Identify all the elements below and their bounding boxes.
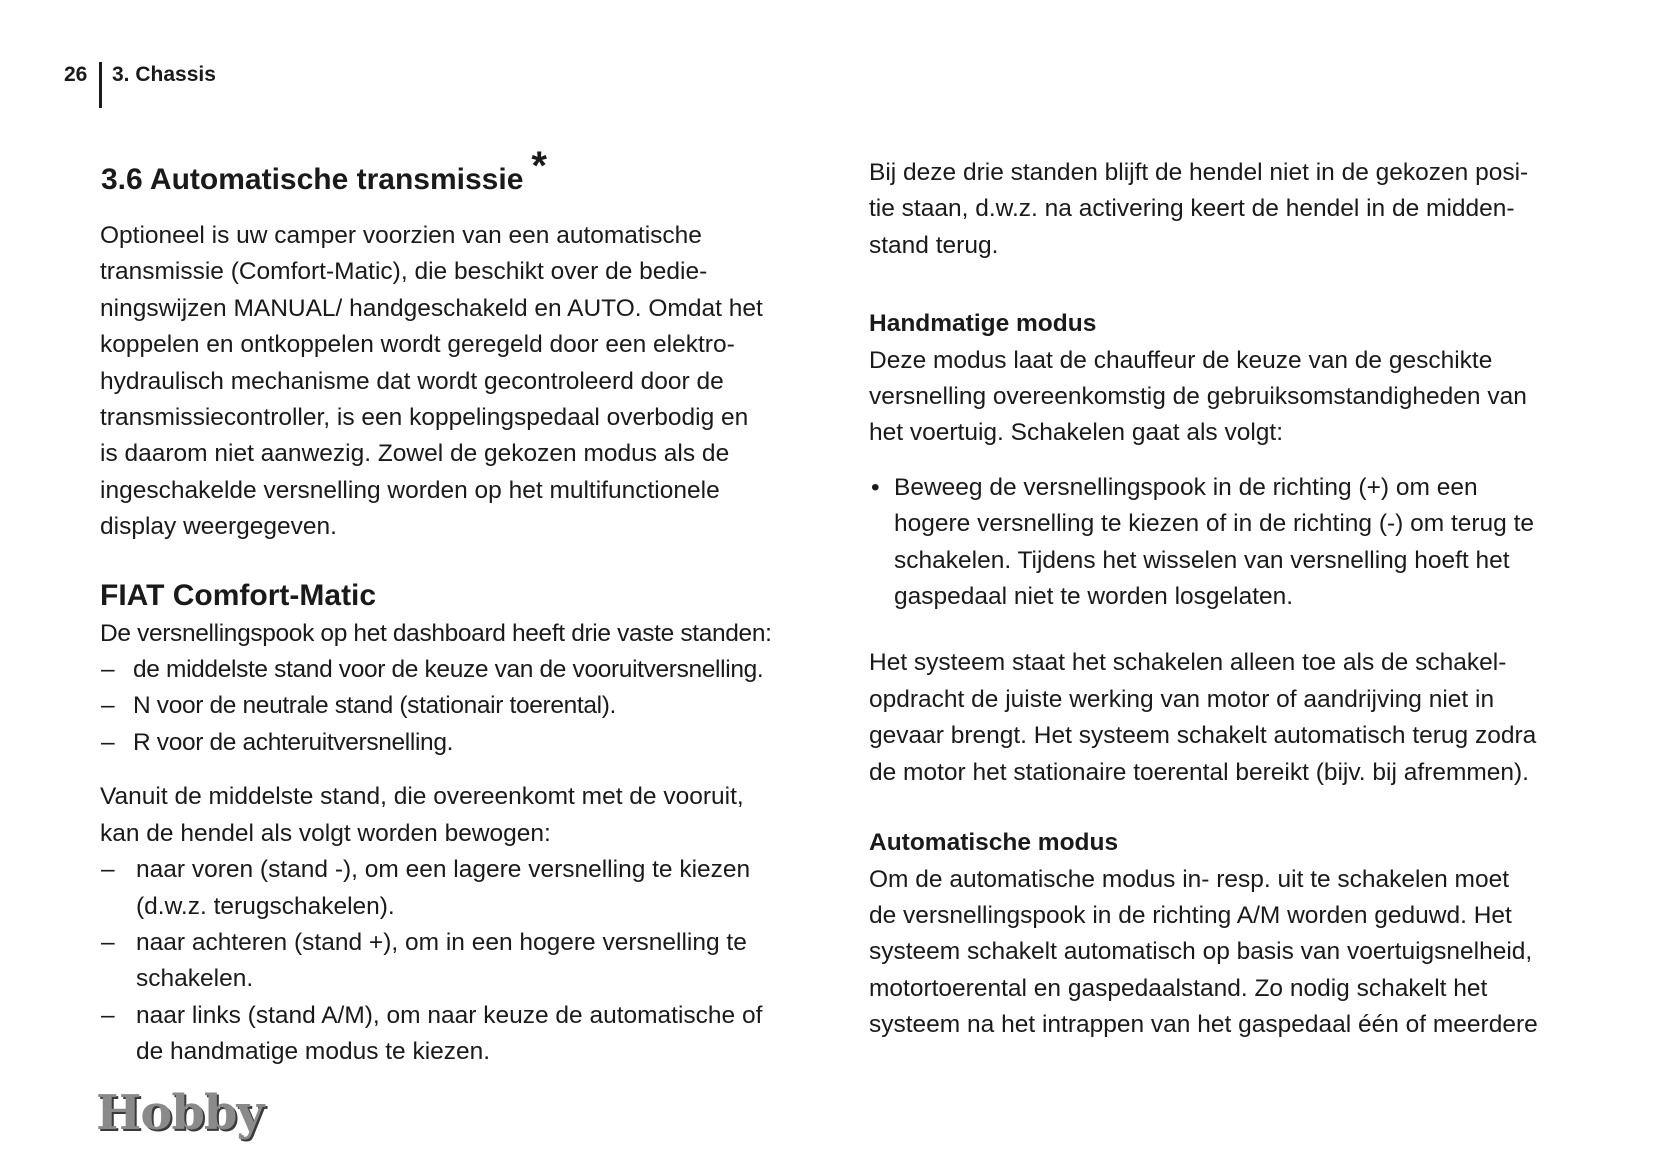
hobby-logo: Hobby <box>96 1085 264 1141</box>
list-item <box>869 470 1589 616</box>
intro-line: Optioneel is uw camper voorzien van een automatische <box>100 222 702 249</box>
left-column <box>100 144 800 1071</box>
intro-line: ningswijzen MANUAL/ handgeschakeld en AUTO. Omdat het <box>100 294 763 322</box>
list-item: – N voor de neutrale stand (stationair toerental). <box>100 688 800 724</box>
list-item-line: naar achteren (stand +), om in een hogere versnelling te <box>136 928 747 956</box>
list-item-line: de handmatige modus te kiezen. <box>136 1038 491 1066</box>
optional-equipment-marker: * <box>531 144 547 188</box>
paragraph-line: stand terug. <box>869 231 999 259</box>
continuation-paragraph <box>869 155 1589 264</box>
list-item <box>100 852 800 925</box>
intro-line: transmissie (Comfort-Matic), die beschikt over de bedie- <box>100 258 708 286</box>
list-item-line: (d.w.z. terugschakelen). <box>136 892 395 920</box>
paragraph-line: systeem na het intrappen van het gaspedaal één of meerdere <box>869 1011 1538 1039</box>
paragraph-line: motortoerental en gaspedaalstand. Zo nodig schakelt het <box>869 974 1488 1002</box>
page-number: 26 <box>64 63 88 86</box>
list-item-line: naar voren (stand -), om een lagere versnelling te kiezen <box>136 856 751 884</box>
movement-intro <box>100 779 800 852</box>
right-column <box>869 155 1589 1044</box>
auto-mode-heading: Automatische modus <box>869 829 1119 857</box>
list-item: – de middelste stand voor de keuze van de vooruitversnelling. <box>100 652 800 688</box>
intro-line: koppelen en ontkoppelen wordt geregeld door een elektro- <box>100 331 735 359</box>
list-item <box>100 998 800 1071</box>
manual-mode-paragraph <box>869 343 1589 452</box>
list-item-line: gaspedaal niet te worden losgelaten. <box>894 583 1294 611</box>
list-item: – R voor de achteruitversnelling. <box>100 725 800 761</box>
list-item-line: Beweeg de versnellingspook in de richting (+) om een <box>894 473 1478 501</box>
paragraph-line: de motor het stationaire toerental bereikt (bijv. bij afremmen). <box>869 758 1529 786</box>
movement-intro-line: Vanuit de middelste stand, die overeenkomt met de vooruit, <box>100 783 744 811</box>
section-title-text: 3.6 Automatische transmissie <box>101 163 524 196</box>
list-item-line: hogere versnelling te kiezen of in de richting (-) om terug te <box>894 510 1535 538</box>
paragraph-line: Deze modus laat de chauffeur de keuze van de geschikte <box>869 346 1493 374</box>
paragraph-line: de versnellingspook in de richting A/M worden geduwd. Het <box>869 901 1512 929</box>
movements-list <box>100 852 800 1070</box>
intro-line: hydraulisch mechanisme dat wordt gecontroleerd door de <box>100 367 724 395</box>
positions-intro: De versnellingspook op het dashboard heeft drie vaste standen: <box>100 619 772 647</box>
manual-mode-heading: Handmatige modus <box>869 310 1097 338</box>
chapter-title: 3. Chassis <box>112 63 216 86</box>
intro-line: is daarom niet aanwezig. Zowel de gekozen modus als de <box>100 440 730 468</box>
paragraph-line: het voertuig. Schakelen gaat als volgt: <box>869 419 1284 447</box>
manual-mode-bullets <box>869 470 1589 616</box>
list-item-line: naar links (stand A/M), om naar keuze de automatische of <box>136 1001 763 1029</box>
paragraph-line: Bij deze drie standen blijft de hendel niet in de gekozen posi- <box>869 159 1529 186</box>
subheading: FIAT Comfort-Matic <box>100 578 377 612</box>
paragraph-line: Het systeem staat het schakelen alleen toe als de schakel- <box>869 649 1507 677</box>
intro-line: ingeschakelde versnelling worden op het multifunctionele <box>100 476 720 504</box>
list-item-line: schakelen. Tijdens het wisselen van versnelling hoeft het <box>894 546 1510 574</box>
intro-line: display weergegeven. <box>100 513 337 541</box>
movement-intro-line: kan de hendel als volgt worden bewogen: <box>100 819 551 847</box>
section-title <box>101 144 800 202</box>
list-item-line: schakelen. <box>136 965 254 993</box>
paragraph-line: gevaar brengt. Het systeem schakelt automatisch terug zodra <box>869 722 1537 750</box>
system-paragraph <box>869 645 1589 791</box>
paragraph-line: systeem schakelt automatisch op basis van voertuigsnelheid, <box>869 938 1533 966</box>
paragraph-line: opdracht de juiste werking van motor of aandrijving niet in <box>869 685 1495 713</box>
paragraph-line: tie staan, d.w.z. na activering keert de hendel in de midden- <box>869 195 1515 223</box>
intro-paragraph <box>100 218 800 546</box>
paragraph-line: Om de automatische modus in- resp. uit te schakelen moet <box>869 865 1510 893</box>
positions-list <box>100 652 800 761</box>
paragraph-line: versnelling overeenkomstig de gebruiksomstandigheden van <box>869 383 1527 411</box>
header-divider <box>99 62 102 108</box>
auto-mode-paragraph <box>869 862 1589 1044</box>
list-item <box>100 925 800 998</box>
intro-line: transmissiecontroller, is een koppelingspedaal overbodig en <box>100 404 749 432</box>
